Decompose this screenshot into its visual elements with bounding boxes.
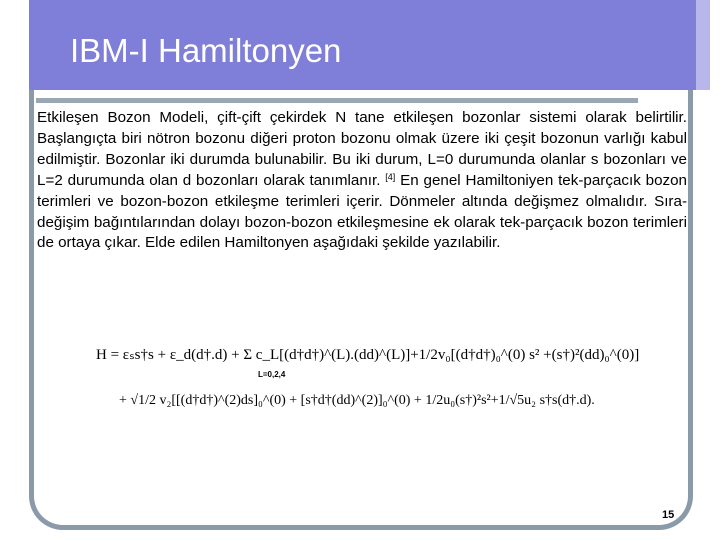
slide-title: IBM-I Hamiltonyen: [70, 32, 342, 69]
body-text-part2: En genel Hamiltoniyen tek-parçacık bozon terimleri ve bozon-bozon etkileşme terimleri içerir. Dönmeler altında değişmez olmalıdır. Sıra-değişim bağıntılarından dolayı bozon-bozon etkileşmesine ek olarak tek-parçacık bozon terimleri de ortaya çıkar. Elde edilen Hamiltonyen aşağıdaki şekilde yazılabilir.: [37, 171, 688, 252]
title-bar-accent: [696, 0, 710, 90]
title-underline: [36, 98, 638, 103]
hamiltonian-equation-line1: H = εₛs†s + ε_d(d†.d) + Σ c_L[(d†d†)^(L).(dd)^(L)]+1/2v₀[(d†d†)₀^(0) s² +(s†)²(dd)₀^(0)]: [96, 347, 640, 363]
body-paragraph: [37, 108, 687, 254]
body-text-part1: Etkileşen Bozon Modeli, çift-çift çekirdek N tane etkileşen bozonlar sistemi olarak belirtilir. Başlangıçta biri nötron bozonu diğeri proton bozonu olmak üzere iki çeşit bozonun varlığı kabul edilmiştir. Bozonlar iki durumda bulunabilir. Bu iki durum, L=0 durumunda olanlar s bozonları ve L=2 durumunda olan d bozonları olarak tanımlanır.: [37, 109, 687, 189]
hamiltonian-equation-line2: + √1/2 v₂[[(d†d†)^(2)ds]₀^(0) + [s†d†(dd)^(2)]₀^(0) + 1/2u₀(s†)²s²+1/√5u₂ s†s(d†.d).: [119, 393, 595, 408]
citation-reference: [4]: [385, 171, 396, 182]
hamiltonian-sum-limits: L=0,2,4: [258, 370, 286, 379]
page-number: 15: [662, 509, 675, 521]
